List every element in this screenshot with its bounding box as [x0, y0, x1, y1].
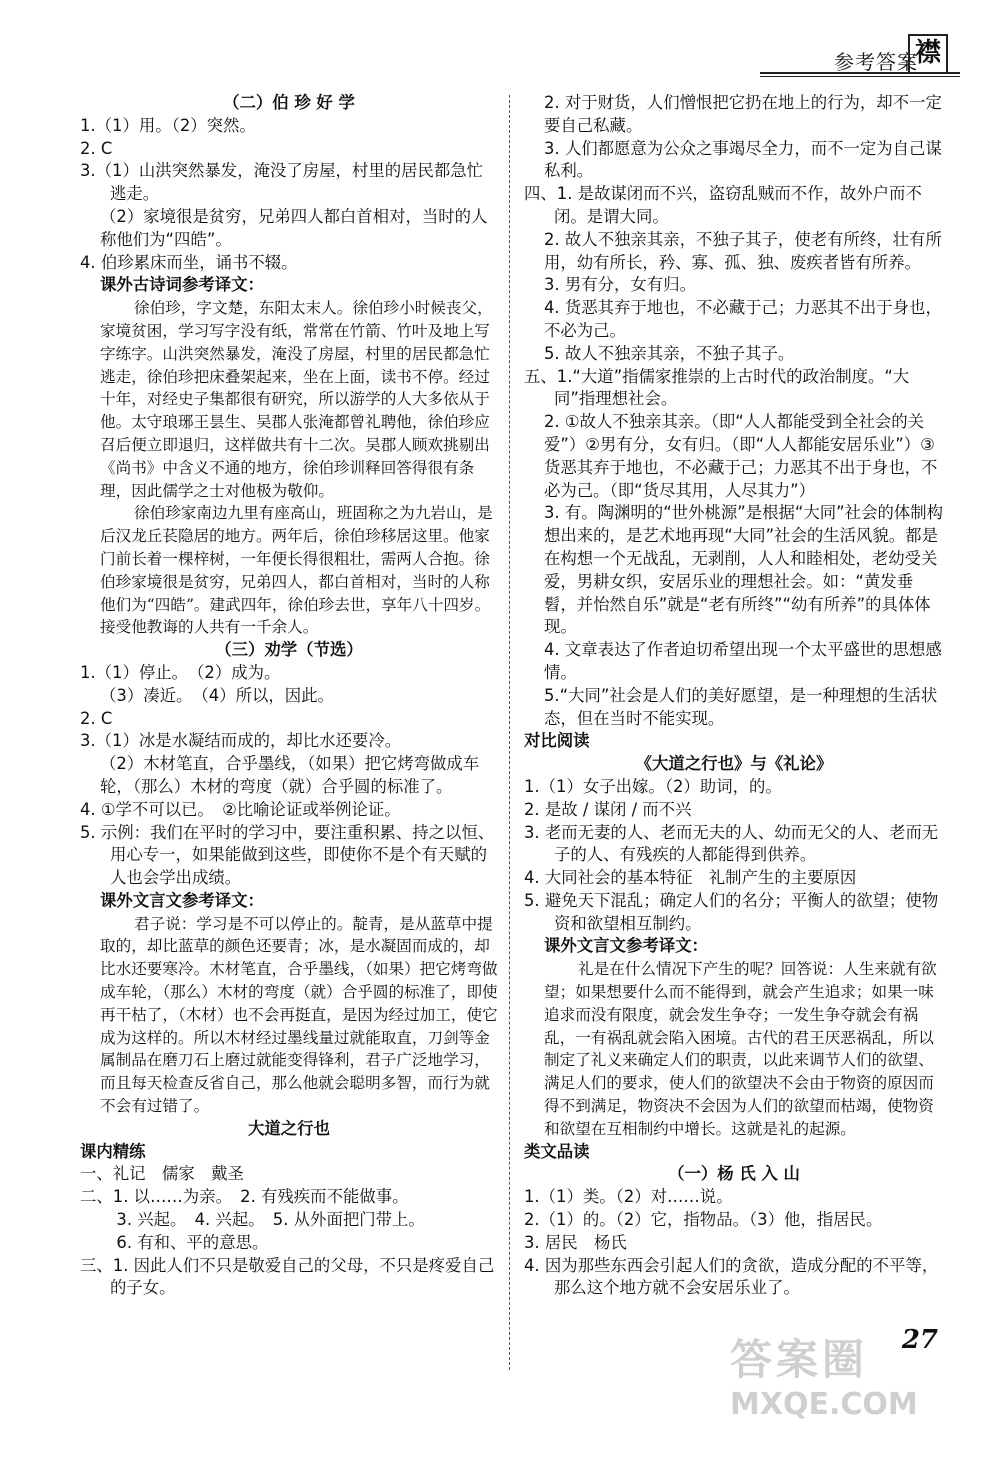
header-label: 参考答案 — [834, 50, 918, 74]
answer-line: （3）凑近。 （4）所以，因此。 — [100, 685, 334, 705]
header-rule — [760, 76, 960, 77]
column-divider — [509, 95, 510, 1370]
answer-line: 三、1. 因此人们不只是敬爱自己的父母，不只是疼爱自己的子女。 — [80, 1255, 495, 1298]
answer-line: 五、1.“大道”指儒家推崇的上古时代的政治制度。“大同”指理想社会。 — [524, 366, 910, 409]
section-title: 大道之行也 — [248, 1118, 330, 1138]
section-title: （一）杨 氏 入 山 — [668, 1164, 800, 1184]
answer-line: 二、1. 以……为亲。 2. 有残疾而不能做事。 — [80, 1187, 409, 1207]
answer-line: 5. 避免天下混乱；确定人们的名分；平衡人的欲望；使物资和欲望相互制约。 — [524, 890, 939, 933]
answer-line: 课外文言文参考译文： — [100, 890, 264, 910]
section-title: （二）伯 珍 好 学 — [223, 93, 355, 112]
answer-line: 一、礼记 儒家 戴圣 — [80, 1164, 244, 1184]
answer-line: 3. 兴起。 4. 兴起。 5. 从外面把门带上。 — [100, 1210, 425, 1230]
answer-line: 礼是在什么情况下产生的呢？回答说：人生来就有欲望；如果想要什么而不能得到，就会产生追求；如果一味追求而没有限度，就会发生争夺；一发生争夺就会有祸乱，一有祸乱就会陷入困境。古代的君王厌恶祸乱，所以制定了礼义来确定人们的职责，以此来调节人们的欲望、满足人们的要求，使人们的欲望决不会由于物资的原因而得不到满足，物资决不会因为人们的欲望而枯竭，使物资和欲望在互相制约中增长。这就是礼的起源。 — [544, 960, 937, 1138]
answer-line: 3. 男有分，女有归。 — [544, 275, 696, 295]
answer-line: 4. 大同社会的基本特征 礼制产生的主要原因 — [524, 868, 857, 888]
answer-line: 3.（1）山洪突然暴发，淹没了房屋，村里的居民都急忙逃走。 — [80, 161, 484, 204]
answer-line: 1.（1）女子出嫁。（2）助词，的。 — [524, 776, 782, 796]
answer-line: 四、1. 是故谋闭而不兴，盗窃乱贼而不作，故外户而不闭。是谓大同。 — [524, 184, 922, 226]
answer-line: （2）家境很是贫穷，兄弟四人都白首相对，当时的人称他们为“四皓”。 — [100, 206, 488, 249]
watermark-url: MXQE.COM — [730, 1387, 918, 1422]
answer-line: 课内精练 — [80, 1141, 146, 1161]
answer-line: 1.（1）类。（2）对……说。 — [524, 1187, 733, 1207]
answer-line: 课外文言文参考译文： — [544, 936, 708, 956]
answer-line: 类文品读 — [524, 1141, 590, 1161]
answer-line: 2. ①故人不独亲其亲。（即“人人都能受到全社会的关爱”）②男有分，女有归。（即“人人都能安居乐业”）③货恶其弃于地也，不必藏于己；力恶其不出于身也，不必为己。（即“货尽其用，人尽其力”） — [544, 412, 938, 500]
header-rule — [760, 72, 960, 74]
answer-line: 1.（1）用。（2）突然。 — [80, 115, 256, 135]
answer-line: （2）木材笔直，合乎墨线，（如果）把它烤弯做成车轮，（那么）木材的弯度（就）合乎圆的标准了。 — [100, 754, 480, 796]
answer-line: 3. 人们都愿意为公众之事竭尽全力，而不一定为自己谋私利。 — [544, 138, 942, 181]
answer-line: 3. 老而无妻的人、老而无夫的人、幼而无父的人、老而无子的人、有残疾的人都能得到供养。 — [524, 822, 939, 865]
answer-line: 课外古诗词参考译文： — [100, 275, 264, 295]
page-number: 27 — [901, 1325, 938, 1355]
answer-line: 5. 故人不独亲其亲，不独子其子。 — [544, 343, 795, 363]
answer-line: 2. C — [80, 708, 113, 728]
answer-line: 对比阅读 — [524, 731, 590, 751]
answer-line: 5.“大同”社会是人们的美好愿望，是一种理想的生活状态，但在当时不能实现。 — [544, 685, 938, 728]
answer-line: 徐伯珍，字文楚，东阳太末人。徐伯珍小时候丧父，家境贫困，学习写字没有纸，常常在竹箭、竹叶及地上写字练字。山洪突然暴发，淹没了房屋，村里的居民都急忙逃走，徐伯珍把床叠架起来，坐在上面，读书不停。经过十年，对经史子集都很有研究，所以游学的人大多依从于他。太守琅琊王昙生、吴郡人张淹都曾礼聘他，徐伯珍应召后便立即退归，这样做共有十二次。吴郡人顾欢挑剔出《尚书》中含义不通的地方，徐伯珍训释回答得很有条理，因此儒学之士对他极为敬仰。 — [100, 299, 493, 500]
page-header — [0, 0, 1000, 80]
section-title: 《大道之行也》与《礼论》 — [635, 754, 833, 774]
right-column — [524, 92, 944, 1300]
answer-line: 6. 有和、平的意思。 — [100, 1232, 269, 1252]
answer-line: 2. 是故 / 谋闭 / 而不兴 — [524, 799, 692, 819]
answer-line: 2. C — [80, 138, 113, 158]
answer-line: 2. 对于财货，人们憎恨把它扔在地上的行为，却不一定要自己私藏。 — [544, 93, 942, 135]
answer-line: 君子说：学习是不可以停止的。靛青，是从蓝草中提取的，却比蓝草的颜色还要青；冰，是水凝固而成的，却比水还要寒冷。木材笔直，合乎墨线，（如果）把它烤弯做成车轮，（那么）木材的弯度（就）合乎圆的标准了，即使再干枯了，（木材）也不会再挺直，是因为经过加工，使它成为这样的。所以木材经过墨线量过就能取直，刀剑等金属制品在磨刀石上磨过就能变得锋利，君子广泛地学习，而且每天检查反省自己，那么他就会聪明多智，而行为就不会有过错了。 — [100, 914, 498, 1116]
section-title: （三）劝学（节选） — [215, 640, 363, 660]
answer-line: 4. 货恶其弃于地也，不必藏于己；力恶其不出于身也，不必为己。 — [544, 298, 942, 340]
answer-line: 3. 居民 杨氏 — [524, 1232, 627, 1252]
answer-line: 徐伯珍家南边九里有座高山，班固称之为九岩山，是后汉龙丘苌隐居的地方。两年后，徐伯珍移居这里。他家门前长着一棵梓树，一年便长得很粗壮，需两人合抱。徐伯珍家境很是贫穷，兄弟四人，都白首相对，当时的人称他们为“四皓”。建武四年，徐伯珍去世，享年八十四岁。接受他教诲的人共有一千余人。 — [100, 504, 493, 637]
answer-line: 4. 文章表达了作者迫切希望出现一个太平盛世的思想感情。 — [544, 640, 942, 682]
answer-line: 2. 故人不独亲其亲，不独子其子，使老有所终，壮有所用，幼有所长，矜、寡、孤、独、废疾者皆有所养。 — [544, 229, 942, 272]
brand-logo-icon: 襟 — [908, 34, 948, 74]
watermark — [730, 1327, 970, 1423]
answer-line: 2.（1）的。（2）它，指物品。（3）他，指居民。 — [524, 1210, 883, 1230]
left-column — [80, 92, 498, 1300]
answer-line: 4. ①学不可以已。 ②比喻论证或举例论证。 — [80, 799, 401, 819]
answer-line: 4. 伯珍累床而坐，诵书不辍。 — [80, 252, 298, 272]
answer-line: 4. 因为那些东西会引起人们的贪欲，造成分配的不平等，那么这个地方就不会安居乐业了。 — [524, 1255, 939, 1298]
answer-line: 1.（1）停止。 （2）成为。 — [80, 662, 281, 682]
answer-line: 3. 有。陶渊明的“世外桃源”是根据“大同”社会的体制构想出来的，是艺术地再现“大同”社会的生活风貌。都是在构想一个无战乱，无剥削，人人和睦相处，老幼受关爱，男耕女织，安居乐业的理想社会。如：“黄发垂髫，并怡然自乐”就是“老有所终”“幼有所养”的具体体现。 — [544, 503, 944, 637]
answer-line: 5. 示例：我们在平时的学习中，要注重积累、持之以恒、用心专一，如果能做到这些，即使你不是个有天赋的人也会学出成绩。 — [80, 822, 495, 888]
watermark-logo: 答案圈 — [730, 1335, 869, 1384]
answer-line: 3.（1）冰是水凝结而成的，却比水还要冷。 — [80, 731, 402, 751]
